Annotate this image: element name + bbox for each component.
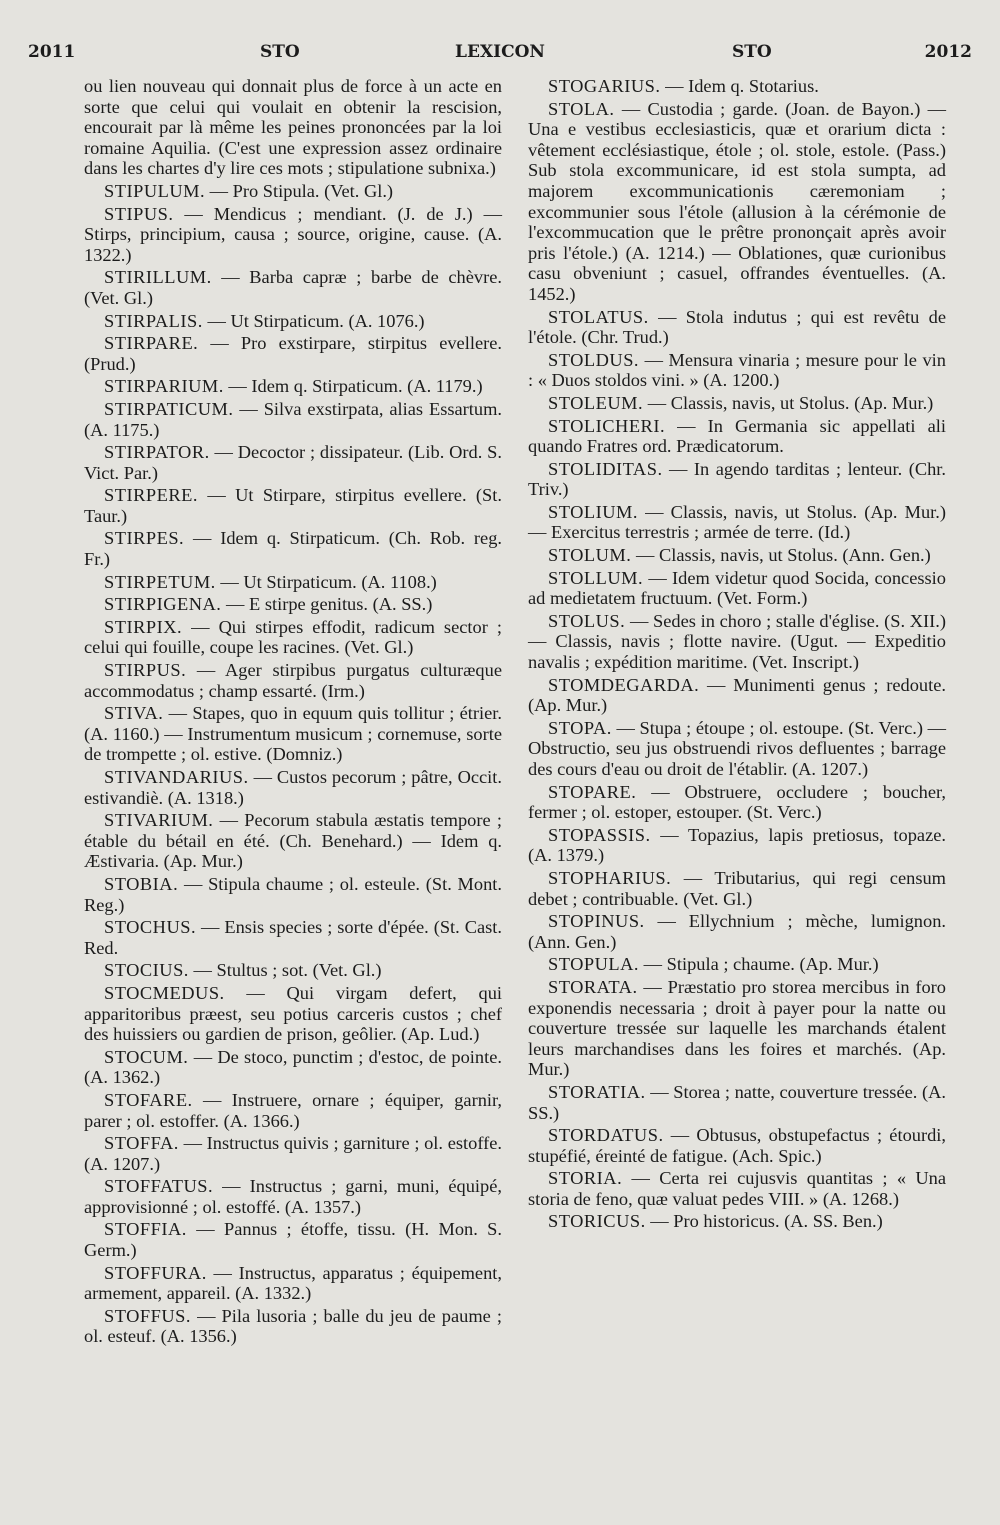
entry-headword: STOLUM. [548,545,632,566]
dictionary-entry [528,545,946,566]
entry-headword: STOPINUS. [548,911,645,932]
entry-definition: — Qui stirpes effodit, radicum sector ; celui qui fouille, coupe les racines. (Vet. Gl.) [84,616,503,658]
dictionary-entry [528,611,946,673]
entry-definition: — Pro Stipula. (Vet. Gl.) [209,180,394,201]
dictionary-entry [84,204,502,266]
dictionary-entry [528,459,946,500]
entry-definition: — Idem q. Stotarius. [665,76,819,96]
dictionary-entry [84,660,502,701]
entry-headword: STIVANDARIUS. [104,767,249,787]
entry-definition: — Classis, navis, ut Stolus. (Ann. Gen.) [636,545,931,566]
entry-definition: — Munimenti genus ; redoute. (Ap. Mur.) [528,674,946,716]
entry-definition: ou lien nouveau qui donnait plus de force à un acte en sorte que celui qui voulait en obtenir la rescision, encourait par là même les peines prononcées par la loi romaine Aquilia. (C'est une expression assez ordinaire dans les chartes d'y lire ces mots ; stipulatione subnixa.) [84,76,502,179]
entry-headword: STIRPIGENA. [104,594,222,615]
dictionary-entry [528,568,946,609]
dictionary-entry [528,99,946,305]
dictionary-entry [84,399,502,440]
entry-definition: — Pila lusoria ; balle du jeu de paume ; ol. esteuf. (A. 1356.) [84,1305,502,1347]
entry-headword: STOFARE. [104,1089,193,1110]
entry-headword: STOFFURA. [104,1262,207,1283]
dictionary-entry [84,594,502,615]
entry-headword: STIPULUM. [104,180,206,201]
section-label-left: STO [260,42,300,62]
entry-definition: — Topazius, lapis pretiosus, topaze. (A. 1379.) [528,824,946,866]
dictionary-entry [528,76,946,97]
entry-definition: — Custos pecorum ; pâtre, Occit. estivandiè. (A. 1318.) [84,767,502,808]
entry-headword: STIPUS. [104,203,174,224]
entry-headword: STOCUM. [104,1046,189,1067]
dictionary-entry [84,917,502,958]
dictionary-entry [84,1047,502,1088]
entry-headword: STIRPATICUM. [104,398,234,419]
entry-headword: STOPASSIS. [548,824,651,845]
entry-definition: — Classis, navis, ut Stolus. (Ap. Mur.) [647,392,934,413]
dictionary-entry [528,868,946,909]
running-header [28,42,972,70]
entry-definition: — Idem q. Stirpaticum. (Ch. Rob. reg. Fr.) [84,528,502,570]
entry-definition: — E stirpe genitus. (A. SS.) [226,594,433,615]
dictionary-entry [84,1090,502,1131]
entry-headword: STOFFA. [104,1133,179,1154]
entry-headword: STIRPATOR. [104,442,210,463]
entry-headword: STIVARIUM. [104,810,214,831]
entry-headword: STIRPUS. [104,660,187,681]
dictionary-entry [84,376,502,397]
dictionary-entry [528,675,946,716]
entry-definition: — Ut Stirpare, stirpitus evellere. (St. Taur.) [84,485,502,526]
entry-definition: — Sedes in choro ; stalle d'église. (S. XII.) — Classis, navis ; flotte navire. (Ugut. — Expeditio navalis ; expédition maritime. (Vet. Inscript.) [528,610,946,673]
entry-definition: — Custodia ; garde. (Joan. de Bayon.) — Una e vestibus ecclesiasticis, quæ et orarium dicta : vêtement ecclésiastique, étole ; ol. stole, estole. (Pass.) Sub stola excommunicare, id est stola sumpta, ad majorem excommunicationis cæremoniam ; excommunier sous l'étole (allusion à la cérémonie de l'excommucation que le prêtre prononçait après avoir pris l'étole.) (A. 1214.) — Oblationes, quæ curionibus casu obveniunt ; casuel, offrandes éventuelles. (A. 1452.) [528,98,946,304]
page-number-left: 2011 [28,42,76,62]
entry-headword: STIRPES. [104,528,185,549]
entry-headword: STIRPERE. [104,485,198,506]
entry-headword: STOCHUS. [104,917,197,938]
entry-definition: — Barba capræ ; barbe de chèvre. (Vet. Gl.) [84,267,502,308]
entry-headword: STIRPARIUM. [104,376,224,397]
entry-headword: STOLATUS. [548,306,649,327]
dictionary-entry [84,1263,502,1304]
dictionary-entry [528,307,946,348]
dictionary-entry [528,782,946,823]
entry-definition: — Instructus quivis ; garniture ; ol. estoffe. (A. 1207.) [84,1133,502,1174]
entry-headword: STOPA. [548,717,612,738]
dictionary-entry [84,810,502,872]
entry-headword: STIRILLUM. [104,267,212,288]
entry-definition: — Stupa ; étoupe ; ol. estoupe. (St. Verc.) — Obstructio, seu jus obstruendi rivos defluentes ; barrage des cours d'eau ou droit de l'établir. (A. 1207.) [528,717,947,779]
dictionary-entry [528,954,946,975]
entry-definition: — Qui virgam defert, qui apparitoribus præest, seu potius carceris custos ; chef des huissiers ou gardien de prison, geôlier. (Ap. Lud.) [84,982,502,1045]
entry-headword: STOBIA. [104,873,179,894]
dictionary-entry [528,718,946,780]
entry-headword: STORICUS. [548,1211,646,1232]
entry-definition: — Pro exstirpare, stirpitus evellere. (Prud.) [84,333,502,374]
running-title: LEXICON [455,42,545,62]
dictionary-entry [84,572,502,593]
entry-headword: STOPHARIUS. [548,867,672,888]
entry-definition: — Idem q. Stirpaticum. (A. 1179.) [228,376,483,397]
entry-definition: — De stoco, punctim ; d'estoc, de pointe. (A. 1362.) [84,1046,502,1088]
entry-definition: — Instructus, apparatus ; équipement, armement, appareil. (A. 1332.) [84,1262,502,1304]
entry-definition: — Ut Stirpaticum. (A. 1076.) [207,310,425,331]
dictionary-entry [84,960,502,981]
entry-headword: STORATA. [548,976,638,997]
entry-definition: — Obstruere, occludere ; boucher, fermer ; ol. estoper, estouper. (St. Verc.) [528,781,946,823]
entry-definition: — In agendo tarditas ; lenteur. (Chr. Triv.) [528,458,946,500]
dictionary-entry [528,1168,946,1209]
dictionary-entry [528,502,946,543]
entry-definition: — Ut Stirpaticum. (A. 1108.) [220,571,437,592]
entry-continuation [84,76,502,179]
entry-definition: — Ager stirpibus purgatus culturæque accommodatus ; champ essarté. (Irm.) [84,660,502,701]
dictionary-entry [84,1306,502,1347]
dictionary-entry [84,703,502,765]
entry-headword: STOCIUS. [104,960,189,981]
dictionary-entry [528,1211,946,1232]
entry-definition: — Ellychnium ; mèche, lumignon. (Ann. Gen.) [528,911,946,952]
entry-definition: — Instruere, ornare ; équiper, garnir, parer ; ol. estoffer. (A. 1366.) [84,1089,502,1131]
entry-headword: STOLICHERI. [548,415,666,436]
entry-headword: STOLLUM. [548,567,644,588]
dictionary-entry [528,911,946,952]
entry-headword: STIVA. [104,703,164,724]
entry-headword: STIRPARE. [104,333,199,354]
entry-definition: — Silva exstirpata, alias Essartum. (A. 1175.) [84,398,502,440]
entry-headword: STOLA. [548,98,615,119]
dictionary-entry [84,983,502,1045]
entry-definition: — Stola indutus ; qui est revêtu de l'étole. (Chr. Trud.) [528,306,946,348]
page-number-right: 2012 [924,42,972,62]
dictionary-entry [528,977,946,1080]
entry-headword: STOFFATUS. [104,1176,214,1197]
dictionary-entry [528,1082,946,1123]
dictionary-entry [84,442,502,483]
entry-definition: — Stipula ; chaume. (Ap. Mur.) [643,954,879,975]
entry-headword: STOLEUM. [548,392,644,413]
entry-headword: STIRPETUM. [104,571,216,592]
dictionary-entry [528,350,946,391]
entry-headword: STOLIUM. [548,501,638,522]
entry-definition: — Ensis species ; sorte d'épée. (St. Cast. Red. [84,917,502,958]
entry-definition: — Mensura vinaria ; mesure pour le vin : « Duos stoldos vini. » (A. 1200.) [528,349,946,391]
entry-headword: STOLIDITAS. [548,458,663,479]
entry-definition: — Pro historicus. (A. SS. Ben.) [650,1211,883,1232]
entry-headword: STOPARE. [548,781,637,802]
entry-definition: — Stipula chaume ; ol. esteule. (St. Mont. Reg.) [84,873,502,915]
dictionary-entry [84,767,502,808]
entry-headword: STORIA. [548,1168,623,1189]
entry-definition: — Decoctor ; dissipateur. (Lib. Ord. S. Vict. Par.) [84,442,502,483]
entry-definition: — Idem videtur quod Socida, concessio ad medietatem fructuum. (Vet. Form.) [528,567,946,609]
dictionary-entry [84,311,502,332]
entry-definition: — Instructus ; garni, muni, équipé, approvisionné ; ol. estoffé. (A. 1357.) [84,1176,502,1217]
entry-definition: — Mendicus ; mendiant. (J. de J.) — Stirps, principium, causa ; source, origine, cause. (A. 1322.) [84,203,502,265]
entry-definition: — Præstatio pro storea mercibus in foro exponendis necessaria ; droit à payer pour la natte ou couverture tressée sur laquelle les marchands étalent leurs marchandises dans les foires et marchés. (Ap. Mur.) [528,976,946,1080]
entry-definition: — Stultus ; sot. (Vet. Gl.) [193,960,382,981]
entry-headword: STOFFUS. [104,1305,191,1326]
entry-headword: STOGARIUS. [548,76,661,96]
entry-definition: — Tributarius, qui regi censum debet ; contribuable. (Vet. Gl.) [528,867,946,909]
entry-headword: STIRPIX. [104,616,183,637]
entry-headword: STIRPALIS. [104,310,203,331]
dictionary-entry [528,416,946,457]
entry-definition: — Stapes, quo in equum quis tollitur ; étrier. (A. 1160.) — Instrumentum musicum ; cornemuse, sorte de trompette ; ol. estive. (Domniz.) [84,703,502,765]
dictionary-entry [528,1125,946,1166]
entry-definition: — In Germania sic appellati ali quando Fratres ord. Prædicatorum. [528,415,946,457]
dictionary-entry [84,617,502,658]
left-column [84,76,502,1349]
entry-definition: — Pannus ; étoffe, tissu. (H. Mon. S. Germ.) [84,1219,502,1261]
entry-headword: STOPULA. [548,954,640,975]
dictionary-entry [84,267,502,308]
dictionary-entry [528,393,946,414]
entry-headword: STOLUS. [548,610,626,631]
entry-headword: STORATIA. [548,1081,646,1102]
dictionary-entry [84,874,502,915]
dictionary-entry [84,1176,502,1217]
section-label-right: STO [732,42,772,62]
dictionary-entry [84,181,502,202]
dictionary-entry [84,333,502,374]
entry-definition: — Certa rei cujusvis quantitas ; « Una storia de feno, quæ valuat pedes VIII. » (A. 1268.) [528,1168,946,1209]
dictionary-entry [528,825,946,866]
entry-definition: — Classis, navis, ut Stolus. (Ap. Mur.) — Exercitus terrestris ; armée de terre. (Id.) [528,501,946,543]
entry-headword: STOCMEDUS. [104,982,225,1003]
dictionary-entry [84,1219,502,1260]
entry-definition: — Storea ; natte, couverture tressée. (A. SS.) [528,1081,946,1123]
entry-definition: — Obtusus, obstupefactus ; étourdi, stupéfié, éreinté de fatigue. (Ach. Spic.) [528,1125,946,1166]
right-column [528,76,946,1234]
entry-headword: STOFFIA. [104,1219,187,1240]
dictionary-entry [84,485,502,526]
entry-headword: STOLDUS. [548,349,640,370]
entry-headword: STOMDEGARDA. [548,674,700,695]
entry-definition: — Pecorum stabula æstatis tempore ; étable du bétail en été. (Ch. Benehard.) — Idem q. Æstivaria. (Ap. Mur.) [84,810,502,872]
entry-headword: STORDATUS. [548,1125,664,1146]
dictionary-entry [84,1133,502,1174]
dictionary-entry [84,528,502,569]
